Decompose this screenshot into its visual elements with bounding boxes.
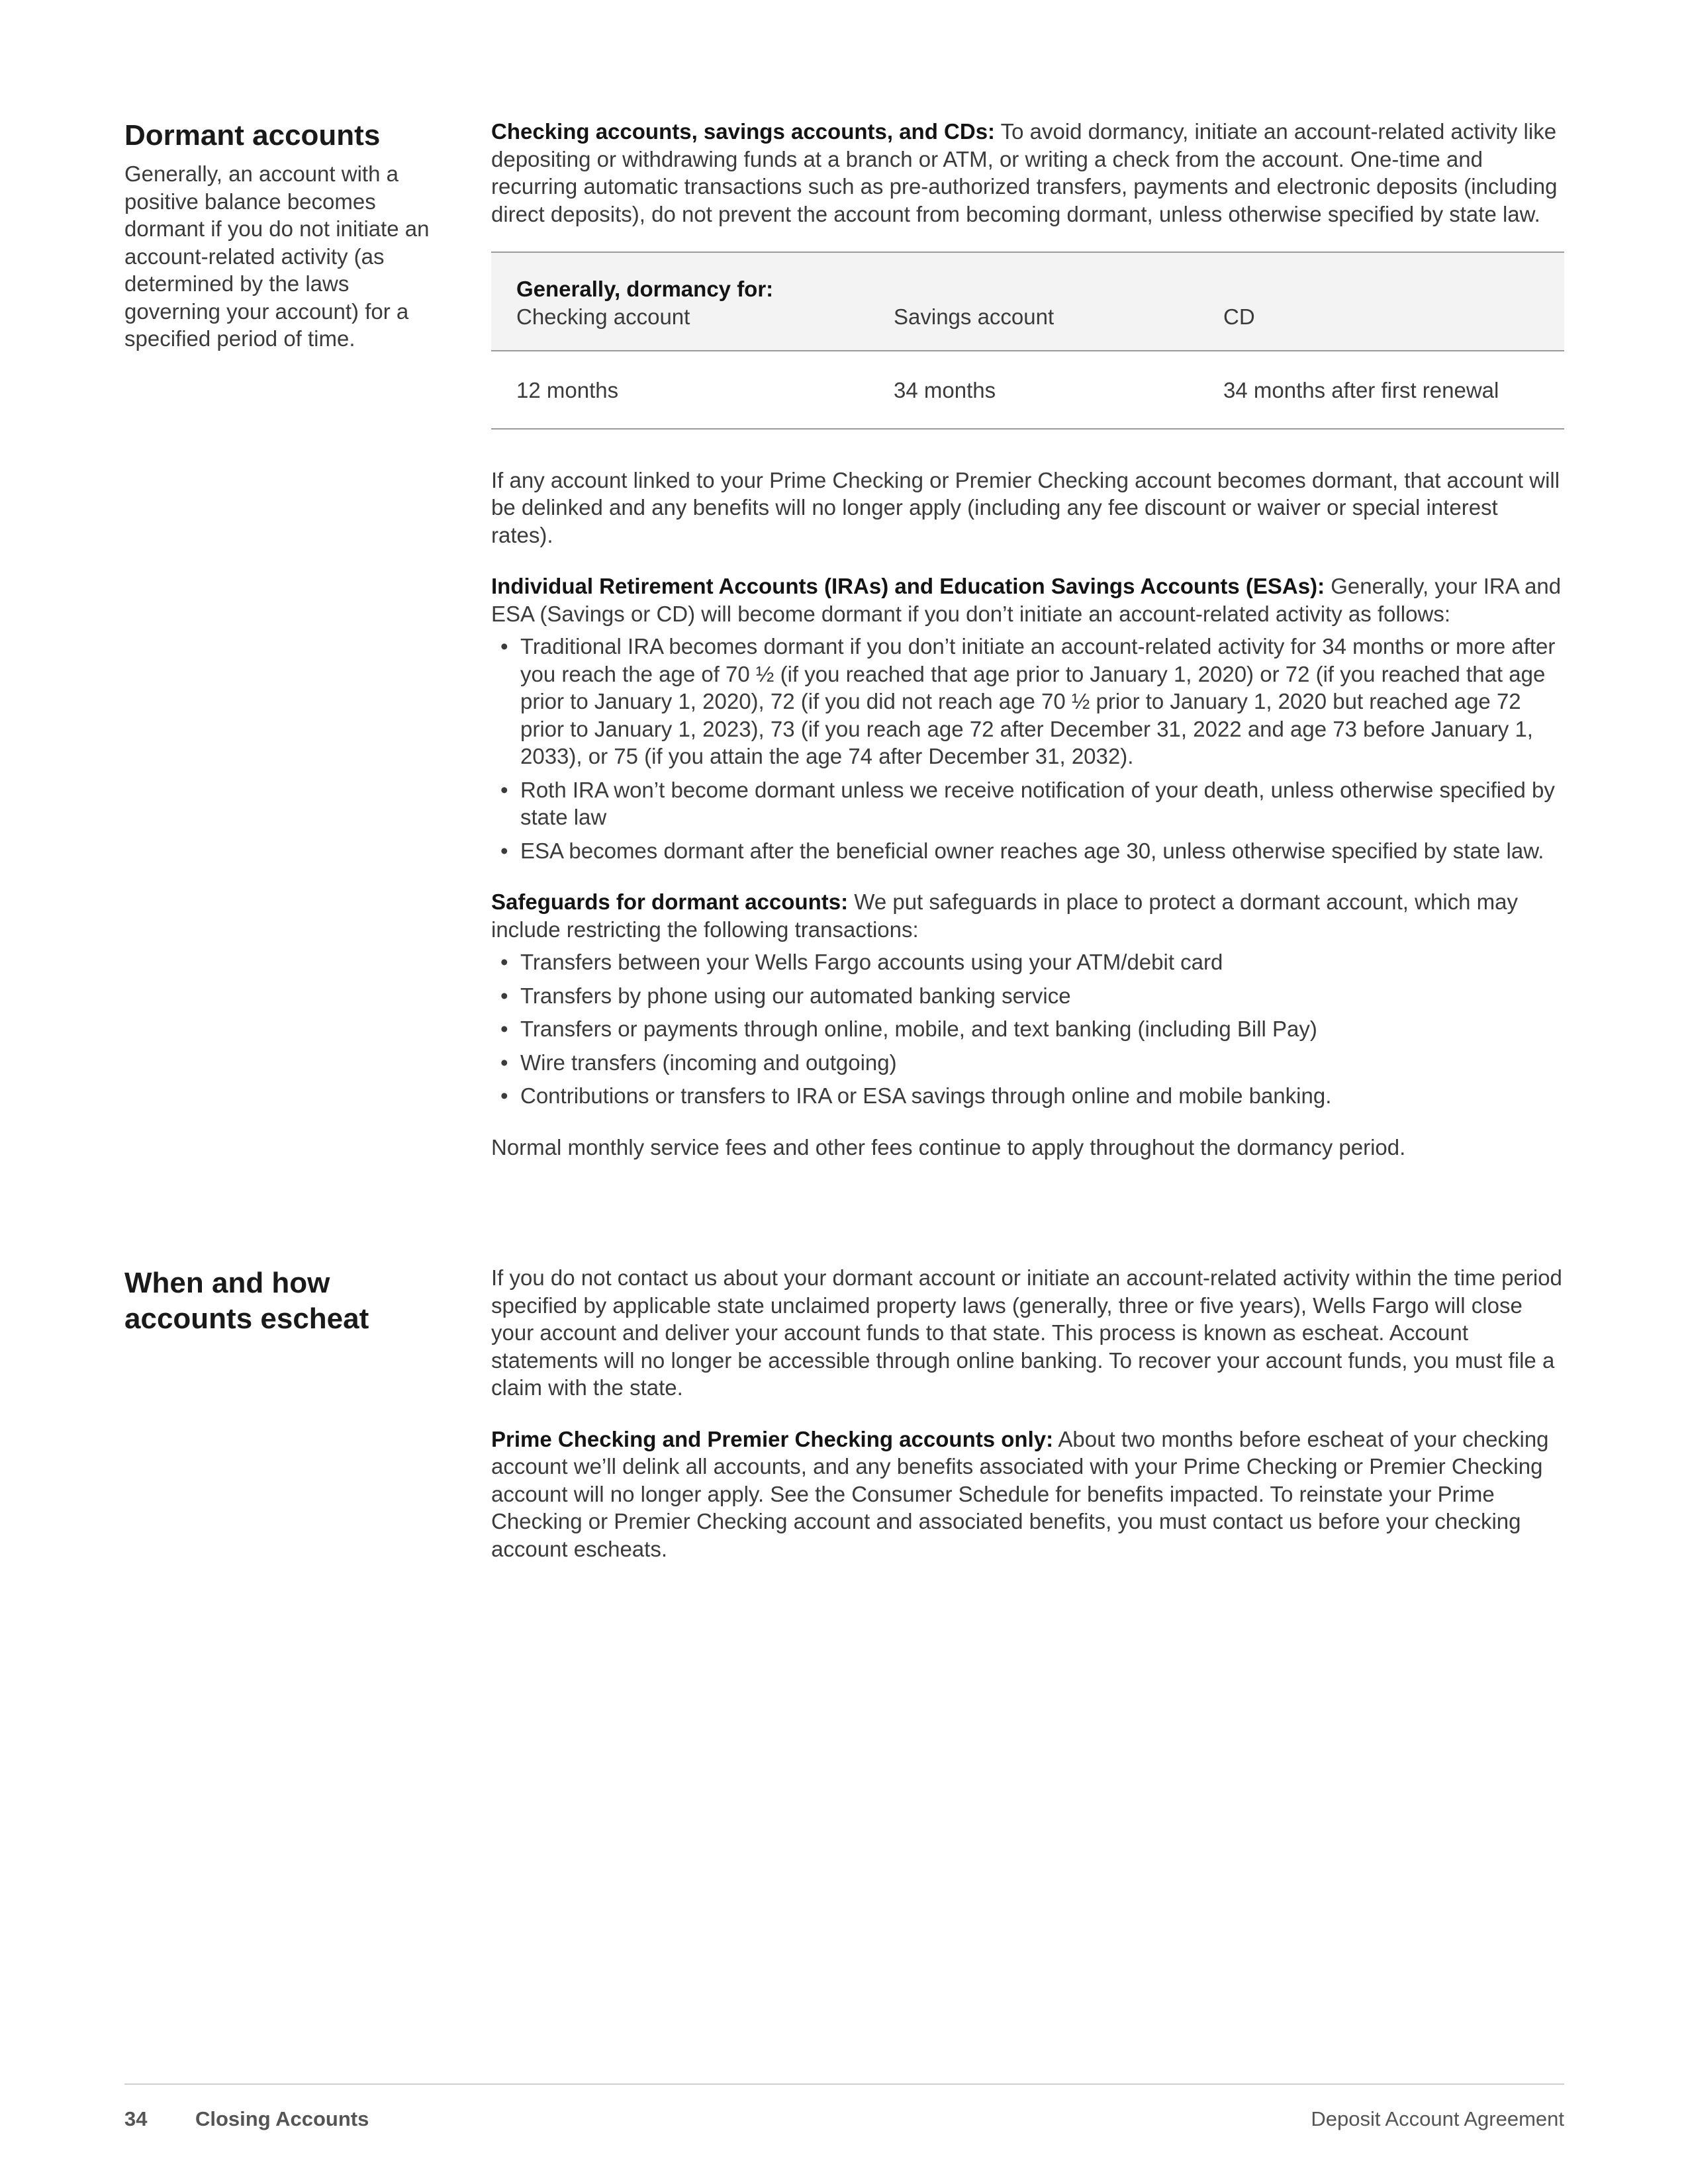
footer-document-title: Deposit Account Agreement (1311, 2107, 1564, 2130)
lead-in: Individual Retirement Accounts (IRAs) and Education Savings Accounts (ESAs): (491, 574, 1325, 598)
page-number: 34 (124, 2107, 148, 2130)
list-item: • Traditional IRA becomes dormant if you don’t initiate an account-related activity for 34 months or more after you reach the age of 70 ½ (if you reached that age prior to January 1, 2020) or 72 (if you reached that age prior to January 1, 2020), 72 (if you did not reach age 70 ½ prior to January 1, 2020 but reached age 72 prior to January 1, 2023), 73 (if you reach age 72 after December 31, 2022 and age 73 before January 1, 2033), or 75 (if you attain the age 74 after December 31, 2032). (491, 633, 1564, 770)
list-item: • Transfers by phone using our automated banking service (491, 982, 1564, 1010)
paragraph-prime: Prime Checking and Premier Checking accounts only: About two months before escheat of your checking account we’ll delink all accounts, and any benefits associated with your Prime Checking or Premier Checking account will no longer apply. See the Consumer Schedule for benefits impacted. To reinstate your Prime Checking or Premier Checking account and associated benefits, you must contact us before your checking account escheats. (491, 1426, 1549, 1561)
section-heading: Dormant accounts (124, 119, 381, 152)
paragraph-fees: Normal monthly service fees and other fees continue to apply throughout the dormancy period. (491, 1134, 1406, 1160)
section-sidebar (124, 118, 442, 353)
section-body (491, 118, 1564, 1185)
table-header-title: Generally, dormancy for: (516, 277, 774, 301)
paragraph-safeguards: Safeguards for dormant accounts: We put safeguards in place to protect a dormant account, which may include restricting the following transactions: (491, 889, 1519, 942)
list-item: • Roth IRA won’t become dormant unless we receive notification of your death, unless otherwise specified by state law (491, 776, 1564, 831)
safeguards-list (491, 948, 1564, 1110)
section-body (491, 1264, 1564, 1586)
table-cell: 34 months after first renewal (1223, 378, 1499, 402)
paragraph-linked: If any account linked to your Prime Checking or Premier Checking account becomes dormant, that account will be delinked and any benefits will no longer apply (including any fee discount or waiver or special interest rates). (491, 467, 1560, 547)
table-cell: 12 months (516, 378, 619, 402)
dormancy-table (491, 251, 1564, 430)
list-item: • Wire transfers (incoming and outgoing) (491, 1049, 1564, 1077)
list-item: • Transfers or payments through online, mobile, and text banking (including Bill Pay) (491, 1015, 1564, 1043)
column-header-savings: Savings account (868, 252, 1198, 351)
column-header-checking: Generally, dormancy for: Checking account (491, 252, 868, 351)
page-footer (124, 2105, 1564, 2134)
list-item: • Contributions or transfers to IRA or ESA savings through online and mobile banking. (491, 1082, 1564, 1110)
column-header-cd: CD (1198, 252, 1564, 351)
lead-in: Prime Checking and Premier Checking accounts only: (491, 1426, 1054, 1451)
section-summary: Generally, an account with a positive balance becomes dormant if you do not initiate an account-related activity (as determined by the laws governing your account) for a specified period of time. (124, 161, 430, 351)
table-cell: 34 months (894, 378, 996, 402)
lead-in: Checking accounts, savings accounts, and CDs: (491, 119, 996, 144)
table-header-row (491, 252, 1564, 351)
lead-in: Safeguards for dormant accounts: (491, 889, 849, 914)
footer-section-title: Closing Accounts (195, 2107, 369, 2130)
list-item: • ESA becomes dormant after the beneficial owner reaches age 30, unless otherwise specified by state law. (491, 837, 1564, 865)
footer-divider (124, 2083, 1564, 2085)
list-item: • Transfers between your Wells Fargo accounts using your ATM/debit card (491, 948, 1564, 976)
paragraph-ira: Individual Retirement Accounts (IRAs) and Education Savings Accounts (ESAs): Generally, your IRA and ESA (Savings or CD) will become dormant if you don’t initiate an account-related activity as follows: (491, 574, 1562, 626)
table-row (491, 351, 1564, 429)
section-heading: When and how accounts escheat (124, 1267, 369, 1335)
paragraph-checking: Checking accounts, savings accounts, and CDs: To avoid dormancy, initiate an account-related activity like depositing or withdrawing funds at a branch or ATM, or writing a check from the account. One-time and recurring automatic transactions such as pre-authorized transfers, payments and electronic deposits (including direct deposits), do not prevent the account from becoming dormant, unless otherwise specified by state law. (491, 119, 1558, 226)
section-sidebar (124, 1265, 442, 1337)
ira-list (491, 633, 1564, 864)
paragraph-escheat: If you do not contact us about your dormant account or initiate an account-related activity within the time period specified by applicable state unclaimed property laws (generally, three or five years), Wells Fargo will close your account and deliver your account funds to that state. This process is known as escheat. Account statements will no longer be accessible through online banking. To recover your account funds, you must file a claim with the state. (491, 1265, 1562, 1400)
